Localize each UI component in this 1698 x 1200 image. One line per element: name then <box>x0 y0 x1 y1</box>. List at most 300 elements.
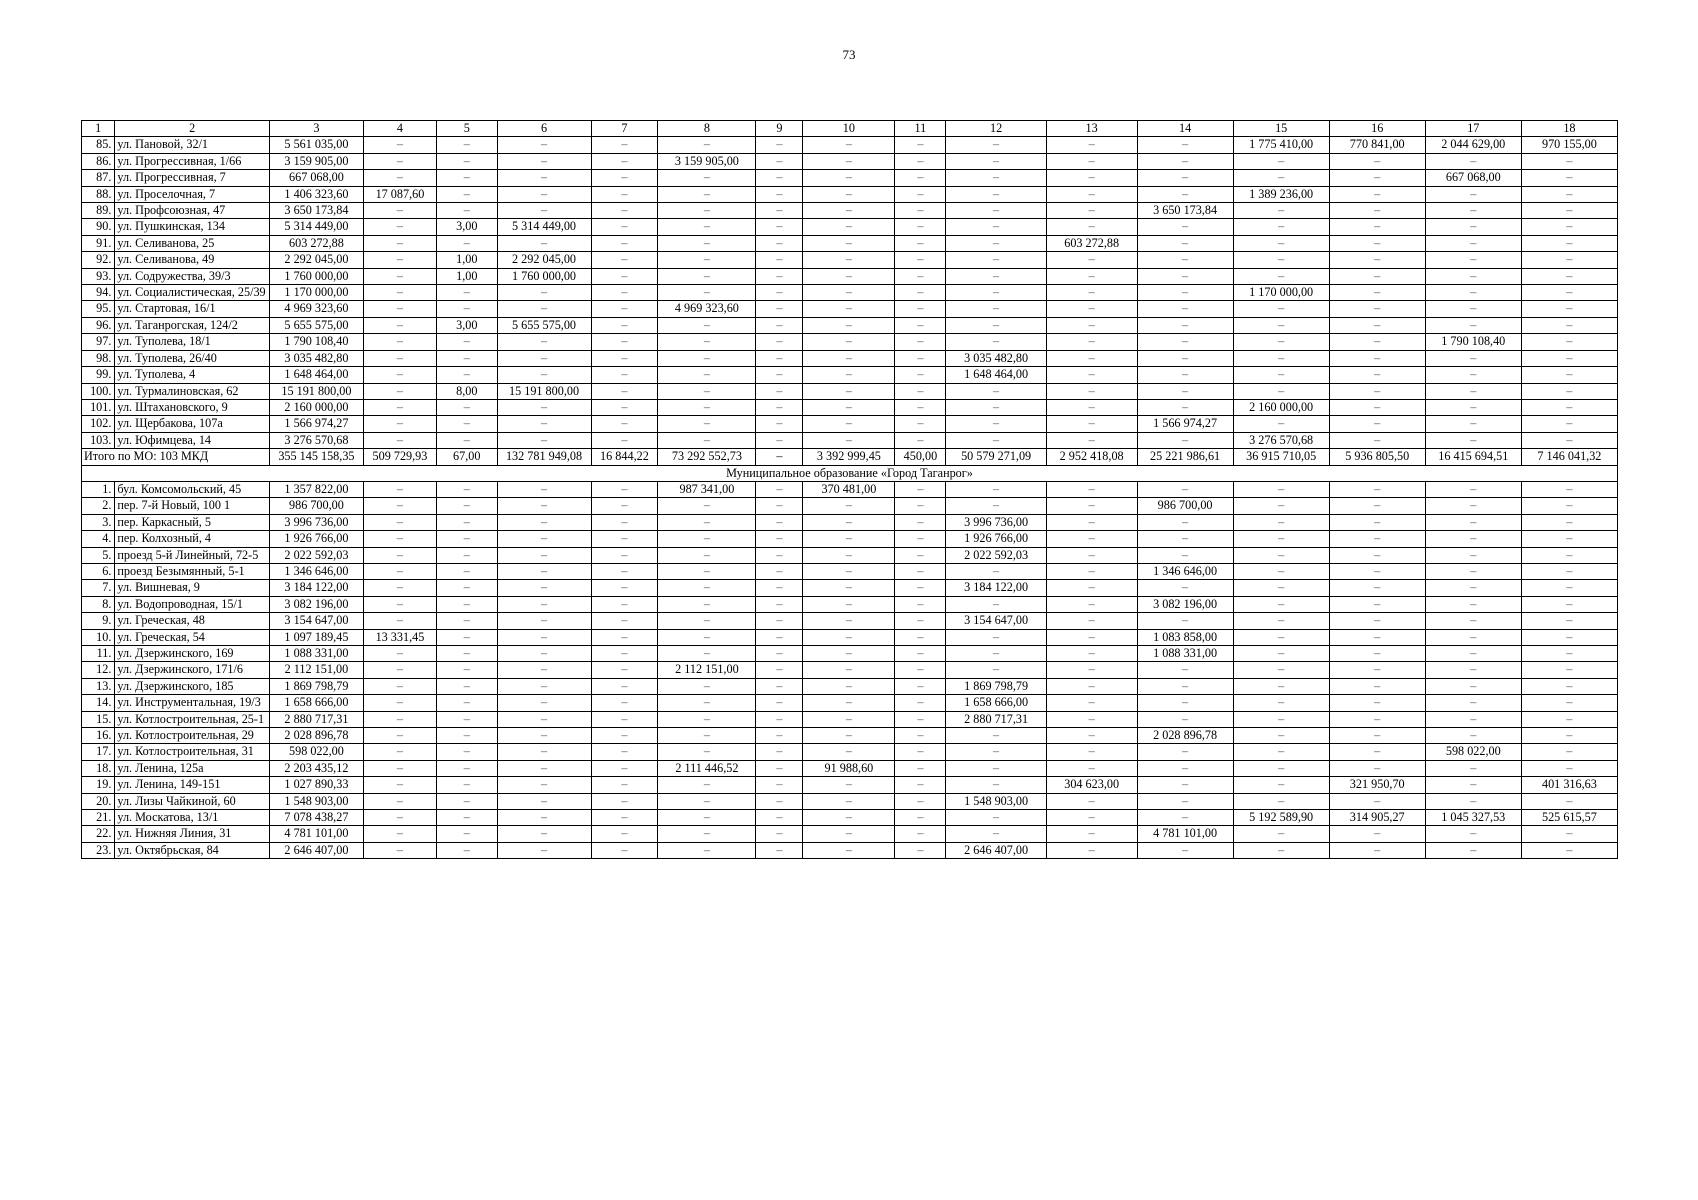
amount-cell: – <box>1329 268 1425 284</box>
amount-cell: – <box>1329 285 1425 301</box>
row-number-cell: 2. <box>82 498 115 514</box>
amount-cell: 5 655 575,00 <box>497 317 591 333</box>
amount-cell: 2 112 151,00 <box>658 662 756 678</box>
amount-cell: – <box>436 596 497 612</box>
row-number-cell: 12. <box>82 662 115 678</box>
row-number-cell: 14. <box>82 695 115 711</box>
table-row <box>82 563 1618 579</box>
amount-cell: 1 088 331,00 <box>269 646 363 662</box>
amount-cell: – <box>591 646 658 662</box>
amount-cell: 3 035 482,80 <box>946 350 1046 366</box>
amount-cell: – <box>1521 793 1617 809</box>
amount-cell: – <box>1425 662 1521 678</box>
table-row <box>82 498 1618 514</box>
amount-cell: – <box>363 810 436 826</box>
amount-cell: – <box>658 514 756 530</box>
amount-cell: – <box>895 810 946 826</box>
amount-cell: – <box>363 842 436 858</box>
amount-cell: 970 155,00 <box>1521 137 1617 153</box>
amount-cell: – <box>363 613 436 629</box>
row-number-cell: 101. <box>82 399 115 415</box>
address-cell: ул. Греческая, 48 <box>115 613 270 629</box>
amount-cell: 15 191 800,00 <box>497 383 591 399</box>
amount-cell: 598 022,00 <box>269 744 363 760</box>
amount-cell: – <box>1137 678 1233 694</box>
amount-cell: – <box>895 317 946 333</box>
amount-cell: – <box>591 383 658 399</box>
amount-cell: – <box>1329 383 1425 399</box>
amount-cell: 91 988,60 <box>803 760 895 776</box>
address-cell: ул. Прогрессивная, 7 <box>115 170 270 186</box>
amount-cell: – <box>803 350 895 366</box>
amount-cell: – <box>497 563 591 579</box>
amount-cell: – <box>803 235 895 251</box>
amount-cell: – <box>803 285 895 301</box>
amount-cell: – <box>658 695 756 711</box>
amount-cell: 3 276 570,68 <box>269 432 363 448</box>
amount-cell: – <box>895 596 946 612</box>
amount-cell: – <box>946 416 1046 432</box>
address-cell: бул. Комсомольский, 45 <box>115 481 270 497</box>
amount-cell: – <box>658 367 756 383</box>
total-amount-cell: 50 579 271,09 <box>946 449 1046 465</box>
amount-cell: – <box>895 514 946 530</box>
amount-cell: – <box>803 662 895 678</box>
amount-cell: – <box>946 137 1046 153</box>
amount-cell: – <box>756 153 803 169</box>
amount-cell: – <box>1521 596 1617 612</box>
table-row <box>82 793 1618 809</box>
column-number-cell: 12 <box>946 121 1046 137</box>
amount-cell: – <box>756 481 803 497</box>
amount-cell: 1 045 327,53 <box>1425 810 1521 826</box>
amount-cell: – <box>497 432 591 448</box>
amount-cell: – <box>1329 301 1425 317</box>
amount-cell: – <box>658 744 756 760</box>
amount-cell: – <box>1137 301 1233 317</box>
amount-cell: – <box>497 186 591 202</box>
amount-cell: 2 022 592,03 <box>269 547 363 563</box>
amount-cell: 2 880 717,31 <box>946 711 1046 727</box>
table-row <box>82 334 1618 350</box>
amount-cell: – <box>591 219 658 235</box>
column-number-cell: 11 <box>895 121 946 137</box>
address-cell: ул. Щербакова, 107а <box>115 416 270 432</box>
amount-cell: – <box>363 416 436 432</box>
amount-cell: – <box>658 596 756 612</box>
amount-cell: – <box>591 678 658 694</box>
amount-cell: – <box>591 153 658 169</box>
amount-cell: 770 841,00 <box>1329 137 1425 153</box>
amount-cell: – <box>1425 514 1521 530</box>
table-row <box>82 416 1618 432</box>
amount-cell: 2 160 000,00 <box>269 399 363 415</box>
amount-cell: – <box>756 203 803 219</box>
amount-cell: – <box>803 383 895 399</box>
amount-cell: – <box>497 711 591 727</box>
amount-cell: 2 022 592,03 <box>946 547 1046 563</box>
amount-cell: – <box>895 137 946 153</box>
total-amount-cell: – <box>756 449 803 465</box>
amount-cell: – <box>1046 432 1137 448</box>
amount-cell: – <box>756 235 803 251</box>
amount-cell: – <box>1521 350 1617 366</box>
amount-cell: – <box>756 531 803 547</box>
amount-cell: – <box>436 170 497 186</box>
amount-cell: – <box>363 252 436 268</box>
amount-cell: 1 389 236,00 <box>1233 186 1329 202</box>
amount-cell: – <box>591 350 658 366</box>
amount-cell: – <box>436 153 497 169</box>
table-row <box>82 695 1618 711</box>
amount-cell: – <box>1521 432 1617 448</box>
amount-cell: – <box>946 383 1046 399</box>
amount-cell: – <box>803 810 895 826</box>
amount-cell: – <box>658 186 756 202</box>
amount-cell: – <box>497 777 591 793</box>
amount-cell: – <box>1137 268 1233 284</box>
amount-cell: – <box>363 678 436 694</box>
amount-cell: – <box>895 219 946 235</box>
amount-cell: – <box>756 711 803 727</box>
amount-cell: – <box>1046 498 1137 514</box>
amount-cell: – <box>1425 350 1521 366</box>
amount-cell: – <box>1046 826 1137 842</box>
total-amount-cell: 450,00 <box>895 449 946 465</box>
amount-cell: – <box>363 711 436 727</box>
total-amount-cell: 25 221 986,61 <box>1137 449 1233 465</box>
amount-cell: – <box>756 301 803 317</box>
row-number-cell: 93. <box>82 268 115 284</box>
amount-cell: – <box>756 678 803 694</box>
amount-cell: – <box>658 235 756 251</box>
amount-cell: – <box>591 744 658 760</box>
amount-cell: – <box>946 301 1046 317</box>
amount-cell: – <box>1521 842 1617 858</box>
amount-cell: 598 022,00 <box>1425 744 1521 760</box>
amount-cell: – <box>946 481 1046 497</box>
amount-cell: – <box>946 334 1046 350</box>
amount-cell: – <box>803 613 895 629</box>
amount-cell: – <box>756 252 803 268</box>
address-cell: ул. Вишневая, 9 <box>115 580 270 596</box>
amount-cell: – <box>591 793 658 809</box>
amount-cell: 1 648 464,00 <box>269 367 363 383</box>
amount-cell: – <box>1521 563 1617 579</box>
amount-cell: 986 700,00 <box>1137 498 1233 514</box>
amount-cell: – <box>895 383 946 399</box>
amount-cell: – <box>1046 580 1137 596</box>
amount-cell: – <box>1425 317 1521 333</box>
amount-cell: – <box>591 547 658 563</box>
amount-cell: – <box>363 481 436 497</box>
amount-cell: – <box>1425 826 1521 842</box>
amount-cell: – <box>1329 432 1425 448</box>
amount-cell: 2 292 045,00 <box>269 252 363 268</box>
amount-cell: – <box>658 793 756 809</box>
amount-cell: – <box>658 432 756 448</box>
amount-cell: – <box>591 826 658 842</box>
amount-cell: – <box>591 498 658 514</box>
amount-cell: – <box>946 203 1046 219</box>
amount-cell: – <box>1046 744 1137 760</box>
amount-cell: – <box>591 334 658 350</box>
amount-cell: – <box>658 563 756 579</box>
amount-cell: – <box>436 695 497 711</box>
amount-cell: – <box>946 219 1046 235</box>
amount-cell: 15 191 800,00 <box>269 383 363 399</box>
total-amount-cell: 67,00 <box>436 449 497 465</box>
amount-cell: 2 028 896,78 <box>1137 728 1233 744</box>
amount-cell: – <box>436 186 497 202</box>
row-number-cell: 91. <box>82 235 115 251</box>
amount-cell: – <box>363 744 436 760</box>
column-number-cell: 10 <box>803 121 895 137</box>
amount-cell: – <box>591 760 658 776</box>
amount-cell: 3 154 647,00 <box>269 613 363 629</box>
address-cell: ул. Котлостроительная, 31 <box>115 744 270 760</box>
amount-cell: – <box>1233 498 1329 514</box>
amount-cell: – <box>1137 760 1233 776</box>
amount-cell: – <box>895 301 946 317</box>
amount-cell: – <box>363 531 436 547</box>
amount-cell: – <box>1329 613 1425 629</box>
amount-cell: – <box>946 170 1046 186</box>
amount-cell: – <box>1046 514 1137 530</box>
amount-cell: – <box>756 432 803 448</box>
amount-cell: 525 615,57 <box>1521 810 1617 826</box>
amount-cell: – <box>363 646 436 662</box>
table-row <box>82 367 1618 383</box>
amount-cell: – <box>497 629 591 645</box>
amount-cell: – <box>658 711 756 727</box>
amount-cell: 4 781 101,00 <box>269 826 363 842</box>
amount-cell: 2 880 717,31 <box>269 711 363 727</box>
amount-cell: – <box>591 170 658 186</box>
table-body <box>82 121 1618 859</box>
amount-cell: – <box>591 629 658 645</box>
amount-cell: – <box>946 760 1046 776</box>
amount-cell: – <box>1521 252 1617 268</box>
amount-cell: – <box>1046 646 1137 662</box>
amount-cell: – <box>1137 137 1233 153</box>
address-cell: ул. Нижняя Линия, 31 <box>115 826 270 842</box>
amount-cell: – <box>363 301 436 317</box>
amount-cell: – <box>1137 285 1233 301</box>
amount-cell: 2 646 407,00 <box>946 842 1046 858</box>
amount-cell: – <box>1425 777 1521 793</box>
amount-cell: – <box>1329 531 1425 547</box>
amount-cell: – <box>1046 662 1137 678</box>
amount-cell: – <box>591 252 658 268</box>
amount-cell: – <box>363 399 436 415</box>
amount-cell: – <box>591 777 658 793</box>
amount-cell: – <box>946 317 1046 333</box>
amount-cell: 2 160 000,00 <box>1233 399 1329 415</box>
amount-cell: – <box>1329 646 1425 662</box>
amount-cell: 17 087,60 <box>363 186 436 202</box>
amount-cell: – <box>803 744 895 760</box>
amount-cell: – <box>1329 596 1425 612</box>
table-row <box>82 728 1618 744</box>
amount-cell: – <box>497 350 591 366</box>
amount-cell: – <box>1137 481 1233 497</box>
total-amount-cell: 355 145 158,35 <box>269 449 363 465</box>
amount-cell: 1 083 858,00 <box>1137 629 1233 645</box>
column-number-cell: 3 <box>269 121 363 137</box>
amount-cell: 5 561 035,00 <box>269 137 363 153</box>
amount-cell: – <box>497 285 591 301</box>
amount-cell: – <box>1329 334 1425 350</box>
amount-cell: – <box>1233 514 1329 530</box>
amount-cell: – <box>363 317 436 333</box>
row-number-cell: 86. <box>82 153 115 169</box>
amount-cell: – <box>436 629 497 645</box>
amount-cell: – <box>591 317 658 333</box>
row-number-cell: 85. <box>82 137 115 153</box>
table-row <box>82 744 1618 760</box>
total-amount-cell: 132 781 949,08 <box>497 449 591 465</box>
amount-cell: – <box>497 613 591 629</box>
amount-cell: – <box>436 498 497 514</box>
amount-cell: – <box>436 203 497 219</box>
amount-cell: – <box>895 170 946 186</box>
amount-cell: – <box>756 596 803 612</box>
table-row <box>82 514 1618 530</box>
amount-cell: – <box>1046 399 1137 415</box>
amount-cell: – <box>1425 153 1521 169</box>
address-cell: ул. Прогрессивная, 1/66 <box>115 153 270 169</box>
column-number-row <box>82 121 1618 137</box>
address-cell: ул. Профсоюзная, 47 <box>115 203 270 219</box>
row-number-cell: 21. <box>82 810 115 826</box>
amount-cell: – <box>1233 317 1329 333</box>
amount-cell: 1 760 000,00 <box>269 268 363 284</box>
amount-cell: – <box>895 367 946 383</box>
amount-cell: – <box>895 695 946 711</box>
amount-cell: – <box>756 842 803 858</box>
amount-cell: – <box>1137 186 1233 202</box>
amount-cell: – <box>1425 383 1521 399</box>
section-title: Муниципальное образование «Город Таганрог» <box>82 465 1618 481</box>
amount-cell: 1 346 646,00 <box>1137 563 1233 579</box>
amount-cell: – <box>756 695 803 711</box>
amount-cell: – <box>1521 728 1617 744</box>
amount-cell: – <box>756 399 803 415</box>
table-row <box>82 399 1618 415</box>
amount-cell: – <box>1233 203 1329 219</box>
amount-cell: – <box>1233 170 1329 186</box>
amount-cell: 603 272,88 <box>1046 235 1137 251</box>
amount-cell: 667 068,00 <box>1425 170 1521 186</box>
amount-cell: – <box>1046 678 1137 694</box>
amount-cell: – <box>1425 252 1521 268</box>
amount-cell: – <box>1233 662 1329 678</box>
amount-cell: 3 276 570,68 <box>1233 432 1329 448</box>
amount-cell: 314 905,27 <box>1329 810 1425 826</box>
amount-cell: – <box>591 416 658 432</box>
amount-cell: – <box>1046 613 1137 629</box>
amount-cell: – <box>1425 285 1521 301</box>
register-table <box>81 120 1618 859</box>
amount-cell: – <box>1137 842 1233 858</box>
amount-cell: – <box>591 367 658 383</box>
amount-cell: – <box>803 416 895 432</box>
row-number-cell: 97. <box>82 334 115 350</box>
amount-cell: 304 623,00 <box>1046 777 1137 793</box>
amount-cell: – <box>658 285 756 301</box>
amount-cell: – <box>1046 334 1137 350</box>
amount-cell: – <box>803 629 895 645</box>
amount-cell: – <box>1329 219 1425 235</box>
amount-cell: – <box>1233 728 1329 744</box>
row-number-cell: 17. <box>82 744 115 760</box>
row-number-cell: 3. <box>82 514 115 530</box>
amount-cell: – <box>803 842 895 858</box>
amount-cell: – <box>895 563 946 579</box>
amount-cell: – <box>436 481 497 497</box>
amount-cell: – <box>1521 235 1617 251</box>
amount-cell: – <box>895 711 946 727</box>
amount-cell: – <box>1233 268 1329 284</box>
amount-cell: 1 760 000,00 <box>497 268 591 284</box>
amount-cell: – <box>363 383 436 399</box>
amount-cell: 4 969 323,60 <box>269 301 363 317</box>
amount-cell: 3 082 196,00 <box>269 596 363 612</box>
amount-cell: – <box>658 219 756 235</box>
address-cell: ул. Турмалиновская, 62 <box>115 383 270 399</box>
amount-cell: – <box>803 399 895 415</box>
amount-cell: 1 088 331,00 <box>1137 646 1233 662</box>
amount-cell: – <box>803 514 895 530</box>
address-cell: ул. Селиванова, 25 <box>115 235 270 251</box>
amount-cell: – <box>1521 678 1617 694</box>
amount-cell: 1 926 766,00 <box>946 531 1046 547</box>
amount-cell: – <box>803 793 895 809</box>
amount-cell: – <box>803 695 895 711</box>
amount-cell: – <box>658 826 756 842</box>
total-amount-cell: 3 392 999,45 <box>803 449 895 465</box>
table-row <box>82 219 1618 235</box>
amount-cell: – <box>1046 629 1137 645</box>
amount-cell: – <box>658 334 756 350</box>
amount-cell: – <box>756 498 803 514</box>
amount-cell: – <box>1233 711 1329 727</box>
amount-cell: – <box>1137 613 1233 629</box>
address-cell: ул. Дзержинского, 169 <box>115 646 270 662</box>
amount-cell: – <box>497 498 591 514</box>
amount-cell: – <box>591 186 658 202</box>
amount-cell: – <box>1329 170 1425 186</box>
amount-cell: – <box>363 514 436 530</box>
amount-cell: – <box>1521 547 1617 563</box>
column-number-cell: 16 <box>1329 121 1425 137</box>
amount-cell: – <box>658 170 756 186</box>
amount-cell: 7 078 438,27 <box>269 810 363 826</box>
amount-cell: – <box>591 137 658 153</box>
amount-cell: 3 650 173,84 <box>1137 203 1233 219</box>
amount-cell: – <box>1521 317 1617 333</box>
amount-cell: – <box>1425 367 1521 383</box>
amount-cell: – <box>436 826 497 842</box>
amount-cell: – <box>591 662 658 678</box>
table-row <box>82 186 1618 202</box>
address-cell: ул. Социалистическая, 25/39 <box>115 285 270 301</box>
amount-cell: – <box>497 793 591 809</box>
amount-cell: – <box>1233 678 1329 694</box>
amount-cell: – <box>1329 186 1425 202</box>
address-cell: ул. Ленина, 125а <box>115 760 270 776</box>
